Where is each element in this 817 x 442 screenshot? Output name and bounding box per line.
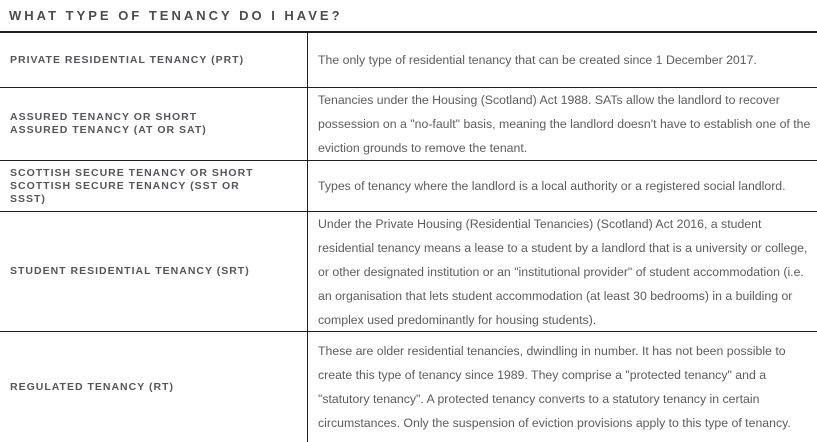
table-row-srt [0,212,817,332]
tenancy-type-line: SCOTTISH SECURE TENANCY (SST OR [10,179,240,192]
tenancy-type-cell [0,88,308,160]
table-row-at-sat [0,88,817,161]
tenancy-description-text: The only type of residential tenancy that can be created since 1 December 2017. [318,53,757,67]
tenancy-table [0,31,817,442]
tenancy-description-cell [308,212,817,331]
table-row-sst-ssst [0,161,817,212]
table-row-rt [0,332,817,442]
tenancy-description-text: Tenancies under the Housing (Scotland) Act 1988. SATs allow the landlord to recover possession on a "no-fault" basis, meaning the landlord doesn't have to establish one of the eviction grounds to remove the tenant. [318,93,811,155]
tenancy-type-line: SCOTTISH SECURE TENANCY OR SHORT [10,166,254,179]
tenancy-description-cell [308,88,817,160]
page-title: WHAT TYPE OF TENANCY DO I HAVE? [9,8,343,23]
tenancy-type-line: ASSURED TENANCY OR SHORT [10,111,198,123]
tenancy-type-cell [0,212,308,331]
tenancy-description-cell [308,33,817,87]
tenancy-description-text: These are older residential tenancies, dwindling in number. It has not been possible to create this type of tenancy since 1989. They comprise a "protected tenancy" and a "statutory tenancy". A protected tenancy converts to a statutory tenancy in certain circumstances. Only the suspension of eviction provisions apply to this type of tenancy. [318,344,791,430]
table-row-prt [0,33,817,88]
tenancy-description-cell [308,161,817,211]
tenancy-type-cell [0,332,308,442]
tenancy-type-line: SSST) [10,192,46,205]
tenancy-type-line: STUDENT RESIDENTIAL TENANCY (SRT) [10,265,250,277]
tenancy-description-text: Types of tenancy where the landlord is a local authority or a registered social landlord. [318,179,786,193]
tenancy-type-cell [0,33,308,87]
tenancy-description-text: Under the Private Housing (Residential Tenancies) (Scotland) Act 2016, a student residential tenancy means a lease to a student by a landlord that is a university or college, or other designated institution or an "institutional provider" of student accommodation (i.e. an organisation that lets student accommodation (at least 30 bedrooms) in a building or complex used predominantly for housing students). [318,216,808,327]
tenancy-type-line: PRIVATE RESIDENTIAL TENANCY (PRT) [10,53,245,66]
tenancy-type-line: REGULATED TENANCY (RT) [10,380,174,393]
tenancy-type-cell [0,161,308,211]
tenancy-description-cell [308,332,817,442]
tenancy-type-line: ASSURED TENANCY (AT OR SAT) [10,124,207,136]
